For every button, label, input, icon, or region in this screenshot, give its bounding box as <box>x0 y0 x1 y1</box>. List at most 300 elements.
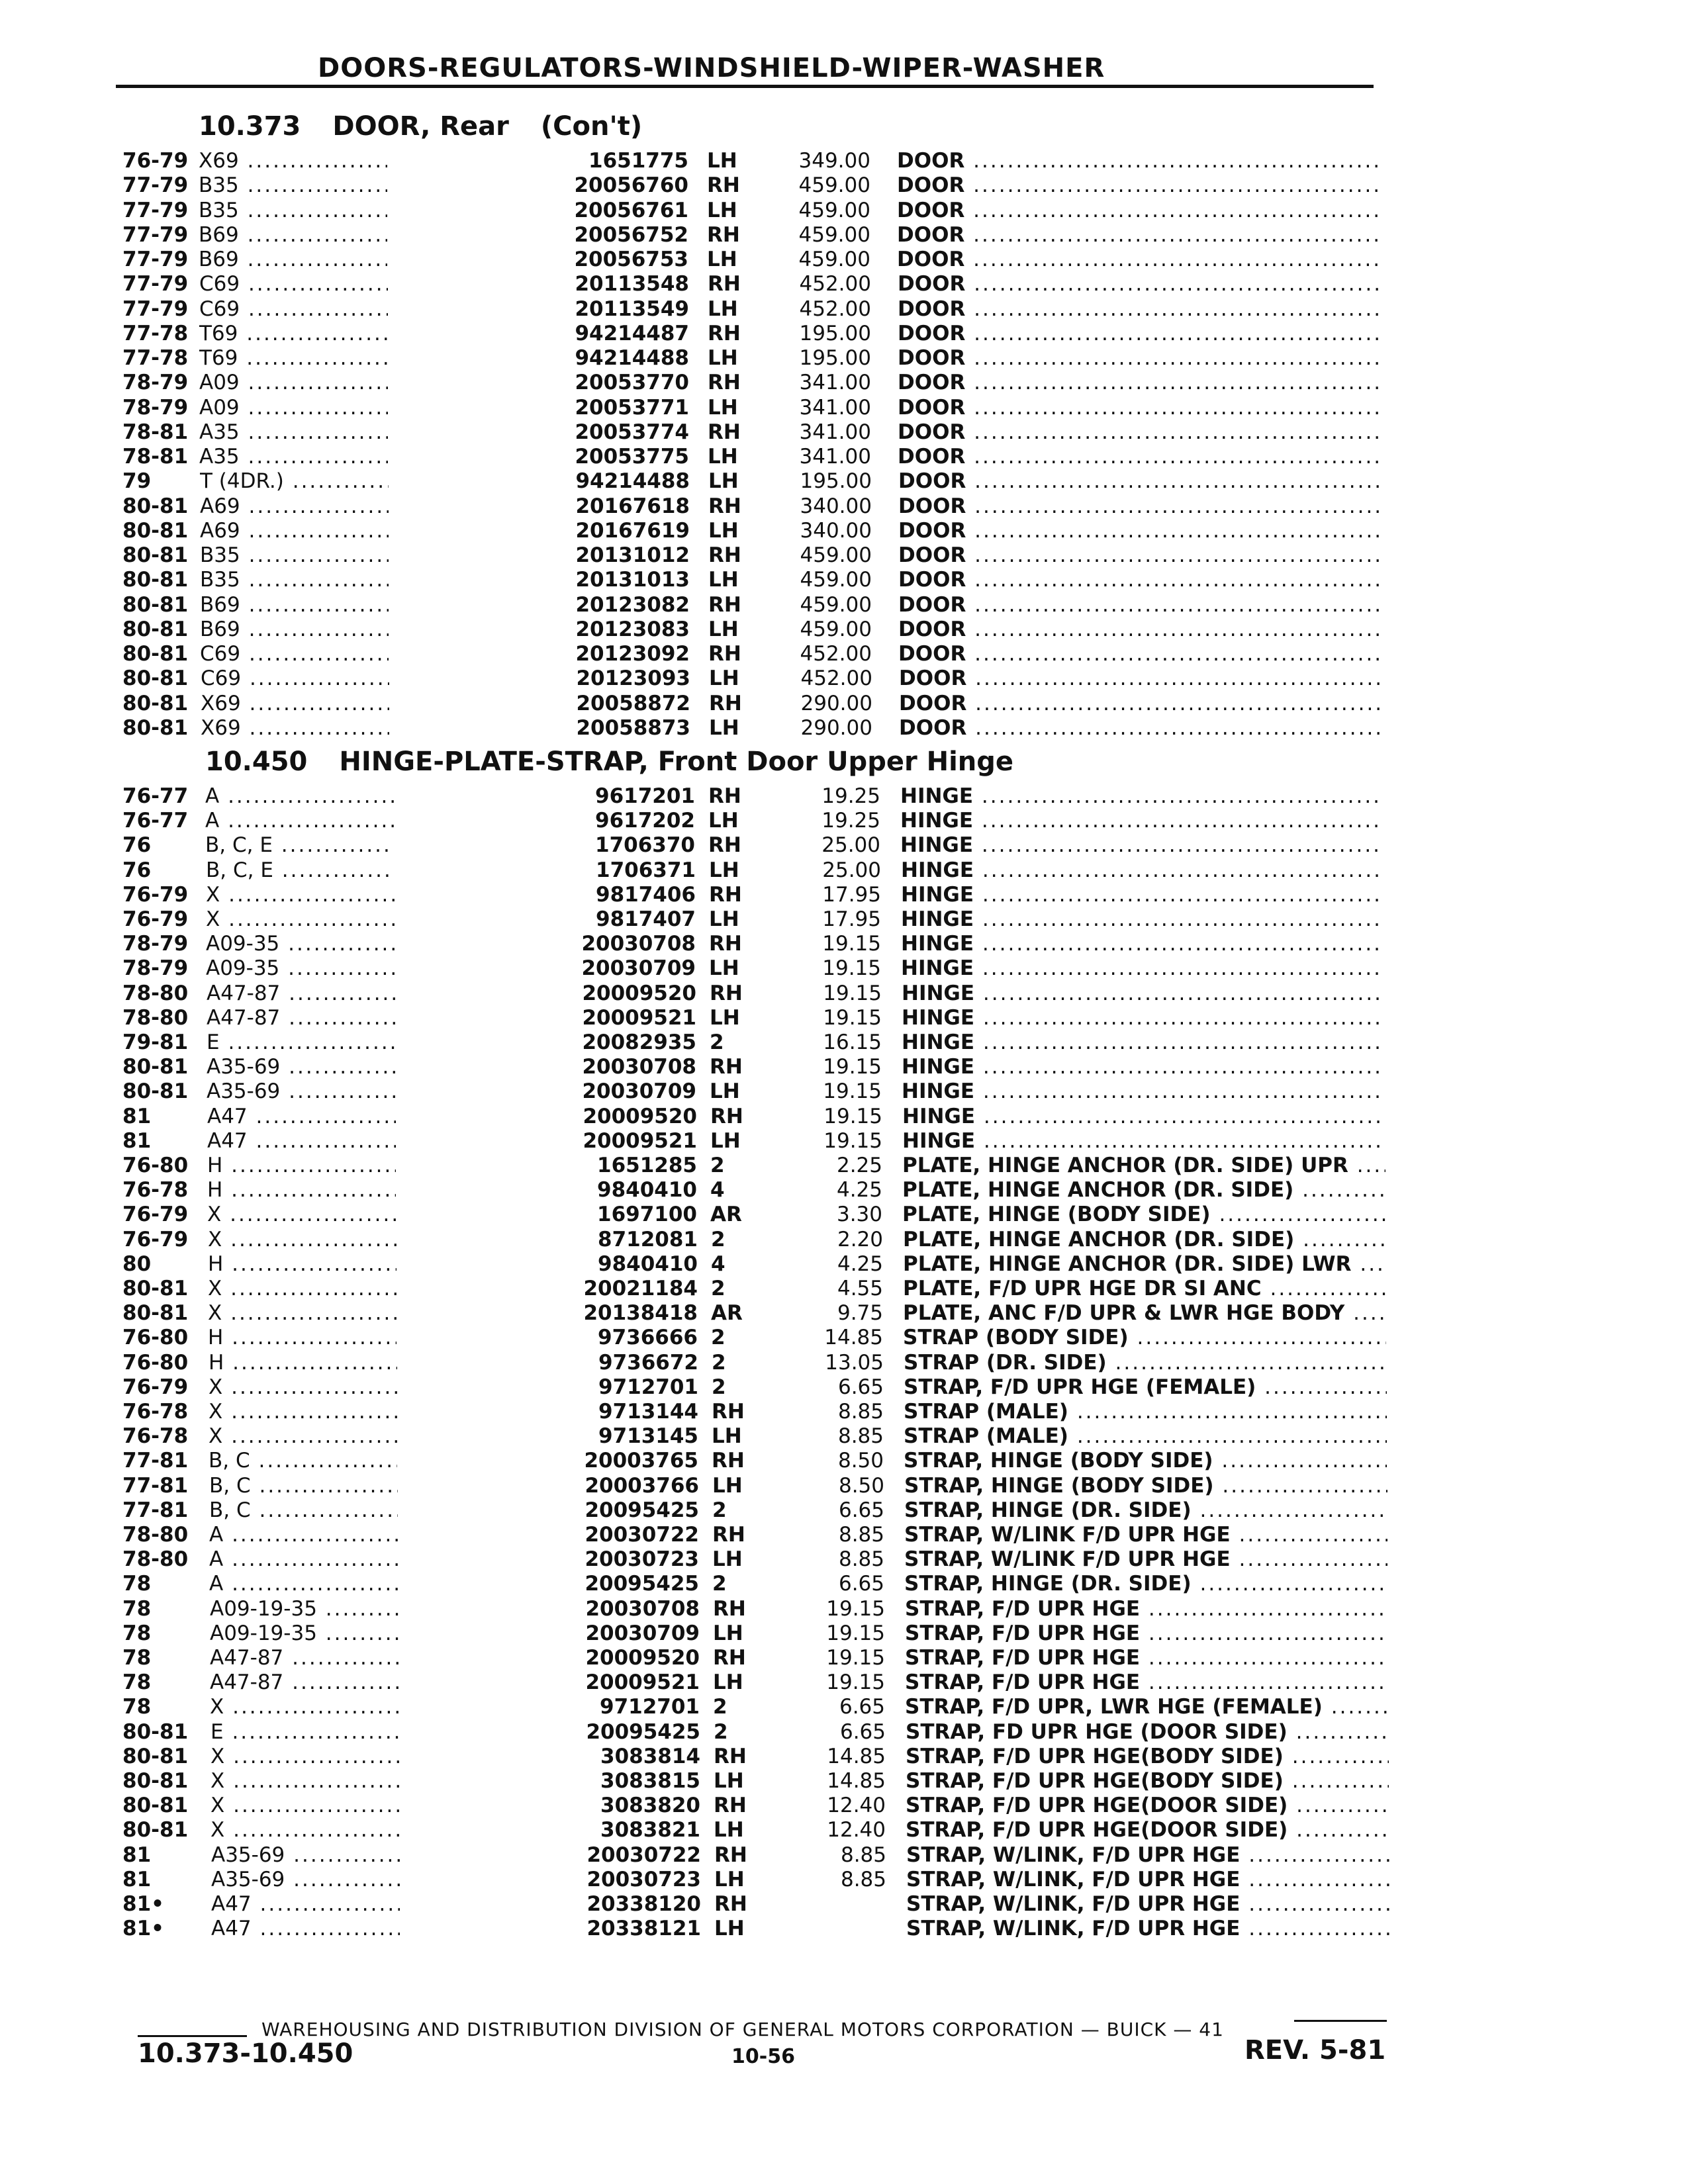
side-cell: RH <box>708 833 741 858</box>
part-row <box>0 543 1688 568</box>
model-cell: X ..... <box>208 1301 397 1325</box>
part-row <box>0 716 1688 741</box>
model-cell: T69 ..... <box>199 322 388 345</box>
price-cell: 6.65 <box>837 1375 884 1399</box>
year-cell: 81 <box>122 1128 152 1153</box>
side-cell: 2 <box>713 1695 727 1719</box>
side-cell: LH <box>708 445 738 469</box>
model-cell: C69 ..... <box>200 642 389 666</box>
description-cell: STRAP, W/LINK F/D UPR HGE ..... <box>904 1547 1387 1571</box>
model-cell: X ..... <box>209 1400 397 1424</box>
part-number-cell: 20113548 <box>575 272 689 296</box>
description-cell: HINGE ..... <box>902 981 1385 1005</box>
description-cell: PLATE, ANC F/D UPR & LWR HGE BODY ..... <box>903 1301 1386 1325</box>
year-cell: 81 <box>122 1867 152 1891</box>
description-cell: PLATE, HINGE ANCHOR (DR. SIDE) ..... <box>902 1178 1385 1202</box>
part-number-cell: 1651775 <box>588 149 688 173</box>
side-cell: RH <box>708 272 741 296</box>
year-cell: 77-79 <box>122 248 189 271</box>
part-row <box>0 1129 1688 1154</box>
part-row <box>0 1400 1688 1424</box>
price-cell: 452.00 <box>800 666 872 691</box>
model-cell: A ..... <box>209 1523 398 1547</box>
part-number-cell: 20030723 <box>586 1867 701 1891</box>
side-cell: 2 <box>712 1350 726 1375</box>
year-cell: 76-78 <box>122 1400 189 1424</box>
part-row <box>0 1030 1688 1055</box>
part-number-cell: 20113549 <box>575 296 689 321</box>
year-cell: 80-81 <box>122 592 189 617</box>
description-cell: STRAP, HINGE (BODY SIDE) ..... <box>904 1449 1387 1473</box>
model-cell: C69 ..... <box>199 297 388 321</box>
year-cell: 80 <box>122 1251 152 1276</box>
part-number-cell: 20095425 <box>585 1572 699 1596</box>
year-cell: 80-81 <box>122 518 189 543</box>
model-cell: X ..... <box>208 1228 397 1251</box>
part-number-cell: 20338120 <box>586 1892 701 1916</box>
part-number-cell: 20053774 <box>575 420 689 444</box>
price-cell: 459.00 <box>800 617 872 641</box>
model-cell: B, C ..... <box>209 1449 397 1473</box>
side-cell: LH <box>713 1621 743 1645</box>
year-cell: 81• <box>122 1892 164 1916</box>
model-cell: X ..... <box>209 1424 397 1448</box>
model-cell: C69 ..... <box>199 272 388 296</box>
part-number-cell: 20009520 <box>585 1646 700 1670</box>
description-cell: STRAP, W/LINK, F/D UPR HGE ..... <box>906 1868 1389 1891</box>
price-cell: 195.00 <box>799 321 871 345</box>
part-row <box>0 1843 1688 1868</box>
year-cell: 77-81 <box>122 1473 189 1498</box>
price-cell: 459.00 <box>798 173 870 198</box>
price-cell: 8.85 <box>838 1547 884 1572</box>
description-cell: HINGE ..... <box>901 883 1384 907</box>
description-cell: HINGE ..... <box>901 907 1384 931</box>
year-cell: 76-79 <box>122 1375 189 1399</box>
price-cell: 340.00 <box>800 518 872 543</box>
model-cell: X ..... <box>206 907 395 931</box>
model-cell: A ..... <box>205 784 394 808</box>
description-cell: HINGE ..... <box>900 784 1383 808</box>
price-cell: 8.85 <box>840 1867 886 1891</box>
price-cell: 25.00 <box>822 858 881 882</box>
footer-rule-left <box>138 2035 247 2037</box>
model-cell: X ..... <box>207 1203 396 1226</box>
description-cell: HINGE ..... <box>900 833 1383 857</box>
part-number-cell: 94214487 <box>575 321 689 345</box>
side-cell: LH <box>710 1005 740 1030</box>
part-number-cell: 9840410 <box>598 1251 698 1276</box>
part-row <box>0 420 1688 445</box>
part-number-cell: 20030708 <box>581 932 696 956</box>
part-row <box>0 1228 1688 1252</box>
part-number-cell: 20082935 <box>582 1030 696 1054</box>
model-cell: H ..... <box>208 1326 397 1349</box>
side-cell: LH <box>709 907 739 931</box>
side-cell: 2 <box>710 1030 724 1054</box>
part-number-cell: 20095425 <box>585 1498 699 1522</box>
price-cell: 340.00 <box>800 494 872 518</box>
model-cell: B, C ..... <box>209 1498 398 1522</box>
model-cell: A35 ..... <box>199 420 388 444</box>
model-cell: B35 ..... <box>200 568 389 592</box>
model-cell: X ..... <box>209 1375 397 1399</box>
year-cell: 80-81 <box>122 1744 189 1768</box>
part-row <box>0 1105 1688 1129</box>
description-cell: DOOR ..... <box>898 519 1382 543</box>
part-row <box>0 1818 1688 1843</box>
part-number-cell: 9617201 <box>595 784 695 808</box>
price-cell: 14.85 <box>824 1326 883 1350</box>
description-cell: DOOR ..... <box>898 272 1381 296</box>
side-cell: RH <box>710 1104 743 1128</box>
side-cell: RH <box>714 1744 747 1768</box>
part-number-cell: 94214488 <box>575 469 690 494</box>
part-row <box>0 932 1688 956</box>
year-cell: 76-78 <box>122 1424 189 1449</box>
year-cell: 76-79 <box>122 1227 189 1251</box>
part-row <box>0 1178 1688 1203</box>
price-cell: 459.00 <box>798 248 870 271</box>
model-cell: A69 ..... <box>200 519 389 543</box>
price-cell: 2.20 <box>837 1227 883 1251</box>
part-number-cell: 20030709 <box>581 956 696 981</box>
part-row <box>0 858 1688 883</box>
year-cell: 76-79 <box>122 907 189 931</box>
section-code: 10.450 <box>205 747 308 777</box>
year-cell: 76 <box>122 833 152 858</box>
description-cell: HINGE ..... <box>902 1006 1385 1030</box>
description-cell: STRAP, HINGE (DR. SIDE) ..... <box>904 1572 1387 1596</box>
part-number-cell: 9736666 <box>598 1326 698 1350</box>
price-cell: 4.25 <box>836 1178 882 1203</box>
year-cell: 76-79 <box>122 149 189 173</box>
year-cell: 76-79 <box>122 1203 189 1227</box>
part-row <box>0 173 1688 198</box>
model-cell: B69 ..... <box>199 248 387 271</box>
description-cell: STRAP, F/D UPR HGE(BODY SIDE) ..... <box>906 1769 1389 1793</box>
section-title: DOOR, Rear <box>332 111 509 142</box>
year-cell: 80-81 <box>122 1055 189 1079</box>
side-cell: RH <box>708 543 741 567</box>
description-cell: HINGE ..... <box>902 1030 1385 1054</box>
year-cell: 80-81 <box>122 1079 189 1104</box>
price-cell: 9.75 <box>837 1301 883 1326</box>
part-number-cell: 20009521 <box>585 1670 700 1695</box>
year-cell: 80-81 <box>122 617 189 641</box>
model-cell: B35 ..... <box>199 173 387 197</box>
part-row <box>0 1572 1688 1596</box>
year-cell: 80-81 <box>122 1301 189 1326</box>
description-cell: PLATE, HINGE ANCHOR (DR. SIDE) LWR ..... <box>903 1252 1386 1276</box>
year-cell: 76-79 <box>122 882 189 907</box>
part-row <box>0 1745 1688 1769</box>
part-row <box>0 1621 1688 1646</box>
side-cell: RH <box>712 1523 745 1547</box>
year-cell: 76-78 <box>122 1178 189 1203</box>
year-cell: 81 <box>122 1843 152 1867</box>
model-cell: E ..... <box>207 1030 395 1054</box>
model-cell: A35 ..... <box>199 445 388 469</box>
model-cell: A ..... <box>209 1572 398 1596</box>
model-cell: X ..... <box>211 1794 399 1817</box>
part-number-cell: 20009521 <box>582 1005 696 1030</box>
part-number-cell: 9817406 <box>596 882 696 907</box>
part-number-cell: 20056752 <box>574 222 688 247</box>
side-cell: RH <box>708 784 741 808</box>
price-cell: 6.65 <box>839 1719 886 1744</box>
part-number-cell: 20021184 <box>583 1277 698 1300</box>
model-cell: A09 ..... <box>199 371 388 394</box>
part-number-cell: 20030708 <box>582 1055 696 1079</box>
year-cell: 80-81 <box>122 666 189 691</box>
model-cell: X ..... <box>211 1818 399 1842</box>
model-cell: B, C ..... <box>209 1474 398 1498</box>
side-cell: LH <box>708 809 739 833</box>
description-cell: DOOR ..... <box>898 593 1382 617</box>
year-cell: 78-80 <box>122 1547 189 1572</box>
side-cell: RH <box>710 981 743 1005</box>
part-number-cell: 1706371 <box>596 858 696 882</box>
part-number-cell: 20053770 <box>575 371 689 395</box>
year-cell: 78 <box>122 1646 152 1670</box>
part-row <box>0 1695 1688 1719</box>
part-number-cell: 9712701 <box>600 1695 700 1719</box>
year-cell: 76-80 <box>122 1350 189 1375</box>
model-cell: A09-35 ..... <box>206 956 395 980</box>
side-cell: LH <box>714 1769 744 1793</box>
price-cell: 195.00 <box>800 469 872 494</box>
part-number-cell: 9736672 <box>598 1350 698 1375</box>
description-cell: PLATE, F/D UPR HGE DR SI ANC ..... <box>903 1277 1386 1300</box>
part-row <box>0 883 1688 907</box>
side-cell: LH <box>712 1424 742 1449</box>
side-cell: LH <box>708 346 738 370</box>
price-cell: 17.95 <box>822 907 881 931</box>
description-cell: PLATE, HINGE ANCHOR (DR. SIDE) UPR ..... <box>902 1154 1385 1177</box>
model-cell: X ..... <box>208 1277 397 1300</box>
description-cell: STRAP (DR. SIDE) ..... <box>904 1351 1387 1375</box>
year-cell: 77-79 <box>122 198 189 222</box>
year-cell: 76 <box>122 858 152 882</box>
section-note: (Con't) <box>540 111 643 142</box>
year-cell: 80-81 <box>122 642 189 666</box>
price-cell: 349.00 <box>798 149 870 173</box>
model-cell: X ..... <box>211 1745 399 1768</box>
description-cell: DOOR ..... <box>898 297 1381 321</box>
description-cell: STRAP (BODY SIDE) ..... <box>903 1326 1386 1349</box>
description-cell: STRAP, W/LINK F/D UPR HGE ..... <box>904 1523 1387 1547</box>
side-cell: LH <box>710 1079 740 1104</box>
price-cell: 6.65 <box>839 1695 885 1719</box>
year-cell: 80-81 <box>122 1719 189 1744</box>
part-number-cell: 9817407 <box>596 907 696 931</box>
part-row <box>0 445 1688 469</box>
model-cell: A09-19-35 ..... <box>210 1621 399 1645</box>
side-cell: LH <box>707 198 737 222</box>
part-row <box>0 1055 1688 1079</box>
model-cell: B35 ..... <box>200 543 389 567</box>
side-cell: RH <box>713 1596 746 1621</box>
description-cell: STRAP (MALE) ..... <box>904 1400 1387 1424</box>
side-cell: 2 <box>712 1498 727 1522</box>
price-cell: 4.25 <box>837 1251 883 1276</box>
side-cell: LH <box>707 149 737 173</box>
year-cell: 76-77 <box>122 809 189 833</box>
part-row <box>0 199 1688 223</box>
part-number-cell: 20030722 <box>585 1523 699 1547</box>
description-cell: DOOR ..... <box>897 248 1380 271</box>
description-cell: DOOR ..... <box>898 322 1381 345</box>
part-row <box>0 1351 1688 1375</box>
price-cell: 459.00 <box>800 592 872 617</box>
footer-division-text: WAREHOUSING AND DISTRIBUTION DIVISION OF GENERAL MOTORS CORPORATION — BUICK — 41 <box>261 2019 1224 2040</box>
description-cell: STRAP, W/LINK, F/D UPR HGE ..... <box>906 1917 1389 1940</box>
part-number-cell: 3083820 <box>600 1794 700 1818</box>
section-title: HINGE-PLATE-STRAP, Front Door Upper Hinge <box>339 747 1014 777</box>
description-cell: STRAP, F/D UPR HGE ..... <box>905 1670 1388 1694</box>
part-number-cell: 20009521 <box>583 1128 697 1153</box>
side-cell: LH <box>708 296 738 321</box>
part-row <box>0 248 1688 272</box>
model-cell: A47-87 ..... <box>210 1646 399 1670</box>
part-number-cell: 20138418 <box>583 1301 698 1326</box>
year-cell: 78 <box>122 1572 152 1596</box>
description-cell: DOOR ..... <box>898 396 1381 420</box>
description-cell: HINGE ..... <box>901 858 1384 882</box>
part-number-cell: 20056761 <box>574 198 688 222</box>
part-row <box>0 1154 1688 1178</box>
description-cell: DOOR ..... <box>897 199 1380 222</box>
side-cell: RH <box>710 1055 743 1079</box>
part-row <box>0 1547 1688 1572</box>
year-cell: 77-79 <box>122 222 189 247</box>
description-cell: DOOR ..... <box>899 666 1382 690</box>
side-cell: LH <box>709 956 739 981</box>
part-number-cell: 9713145 <box>598 1424 698 1449</box>
model-cell: A35-69 ..... <box>207 1055 395 1079</box>
price-cell: 341.00 <box>799 371 871 395</box>
price-cell: 8.50 <box>838 1473 884 1498</box>
part-number-cell: 20123092 <box>575 642 690 666</box>
description-cell: STRAP, F/D UPR HGE(BODY SIDE) ..... <box>906 1745 1389 1768</box>
price-cell: 341.00 <box>799 395 871 420</box>
description-cell: HINGE ..... <box>901 956 1384 980</box>
year-cell: 81 <box>122 1104 152 1128</box>
model-cell: B69 ..... <box>200 617 389 641</box>
year-cell: 77-81 <box>122 1498 189 1522</box>
year-cell: 81• <box>122 1917 164 1941</box>
year-cell: 80-81 <box>122 1794 189 1818</box>
description-cell: DOOR ..... <box>899 692 1382 715</box>
model-cell: B, C, E ..... <box>205 833 394 857</box>
side-cell: LH <box>707 248 737 271</box>
model-cell: A47-87 ..... <box>210 1670 399 1694</box>
price-cell: 8.85 <box>838 1523 884 1547</box>
price-cell: 19.25 <box>821 784 880 808</box>
part-row <box>0 1892 1688 1917</box>
description-cell: STRAP, F/D UPR HGE ..... <box>905 1597 1388 1621</box>
part-row <box>0 981 1688 1006</box>
price-cell: 459.00 <box>800 568 872 592</box>
price-cell: 8.85 <box>837 1400 884 1424</box>
side-cell: LH <box>708 568 739 592</box>
model-cell: H ..... <box>208 1252 397 1276</box>
model-cell: X69 ..... <box>199 149 387 173</box>
price-cell: 8.85 <box>837 1424 884 1449</box>
description-cell: STRAP, W/LINK, F/D UPR HGE ..... <box>906 1892 1389 1916</box>
year-cell: 78 <box>122 1670 152 1695</box>
part-number-cell: 20131012 <box>575 543 690 567</box>
description-cell: DOOR ..... <box>897 149 1380 173</box>
part-number-cell: 20123082 <box>575 592 690 617</box>
side-cell: LH <box>708 469 739 494</box>
price-cell: 4.55 <box>837 1277 883 1300</box>
year-cell: 78 <box>122 1621 152 1645</box>
model-cell: C69 ..... <box>201 666 389 690</box>
part-row <box>0 1917 1688 1941</box>
description-cell: DOOR ..... <box>898 420 1381 444</box>
model-cell: B, C, E ..... <box>206 858 395 882</box>
model-cell: A47 ..... <box>207 1105 396 1128</box>
price-cell: 13.05 <box>825 1350 884 1375</box>
side-cell: LH <box>710 1128 741 1153</box>
section-header <box>205 747 1077 777</box>
side-cell: LH <box>712 1547 743 1572</box>
part-row <box>0 1670 1688 1695</box>
price-cell: 19.15 <box>823 1104 882 1128</box>
year-cell: 77-79 <box>122 272 189 296</box>
year-cell: 78 <box>122 1695 152 1719</box>
price-cell: 459.00 <box>798 222 870 247</box>
side-cell: 2 <box>710 1154 725 1177</box>
part-number-cell: 9713144 <box>598 1400 698 1424</box>
year-cell: 80-81 <box>122 543 189 567</box>
price-cell: 195.00 <box>799 346 871 370</box>
description-cell: DOOR ..... <box>898 445 1381 469</box>
description-cell: DOOR ..... <box>898 617 1382 641</box>
year-cell: 77-78 <box>122 346 189 370</box>
model-cell: A35-69 ..... <box>207 1079 395 1103</box>
part-row <box>0 593 1688 617</box>
part-number-cell: 1706370 <box>595 833 695 858</box>
model-cell: B35 ..... <box>199 199 387 222</box>
side-cell: RH <box>708 494 741 518</box>
year-cell: 76-77 <box>122 784 189 808</box>
description-cell: STRAP, F/D UPR HGE ..... <box>905 1621 1388 1645</box>
footer-revision: REV. 5-81 <box>1244 2035 1386 2066</box>
description-cell: DOOR ..... <box>898 568 1382 592</box>
model-cell: X ..... <box>206 883 395 907</box>
part-row <box>0 1006 1688 1030</box>
side-cell: 2 <box>711 1277 726 1300</box>
part-row <box>0 1277 1688 1301</box>
model-cell: X ..... <box>211 1769 399 1793</box>
model-cell: A35-69 ..... <box>211 1868 400 1891</box>
description-cell: HINGE ..... <box>902 1105 1385 1128</box>
model-cell: A47 ..... <box>207 1129 396 1153</box>
description-cell: DOOR ..... <box>897 173 1380 197</box>
year-cell: 80-81 <box>122 1277 189 1300</box>
description-cell: HINGE ..... <box>902 1129 1385 1153</box>
side-cell: RH <box>712 1400 745 1424</box>
model-cell: X69 ..... <box>201 716 389 740</box>
part-row <box>0 1868 1688 1892</box>
price-cell: 3.30 <box>836 1203 882 1227</box>
part-row <box>0 1449 1688 1473</box>
part-number-cell: 3083821 <box>600 1818 700 1843</box>
part-row <box>0 272 1688 296</box>
